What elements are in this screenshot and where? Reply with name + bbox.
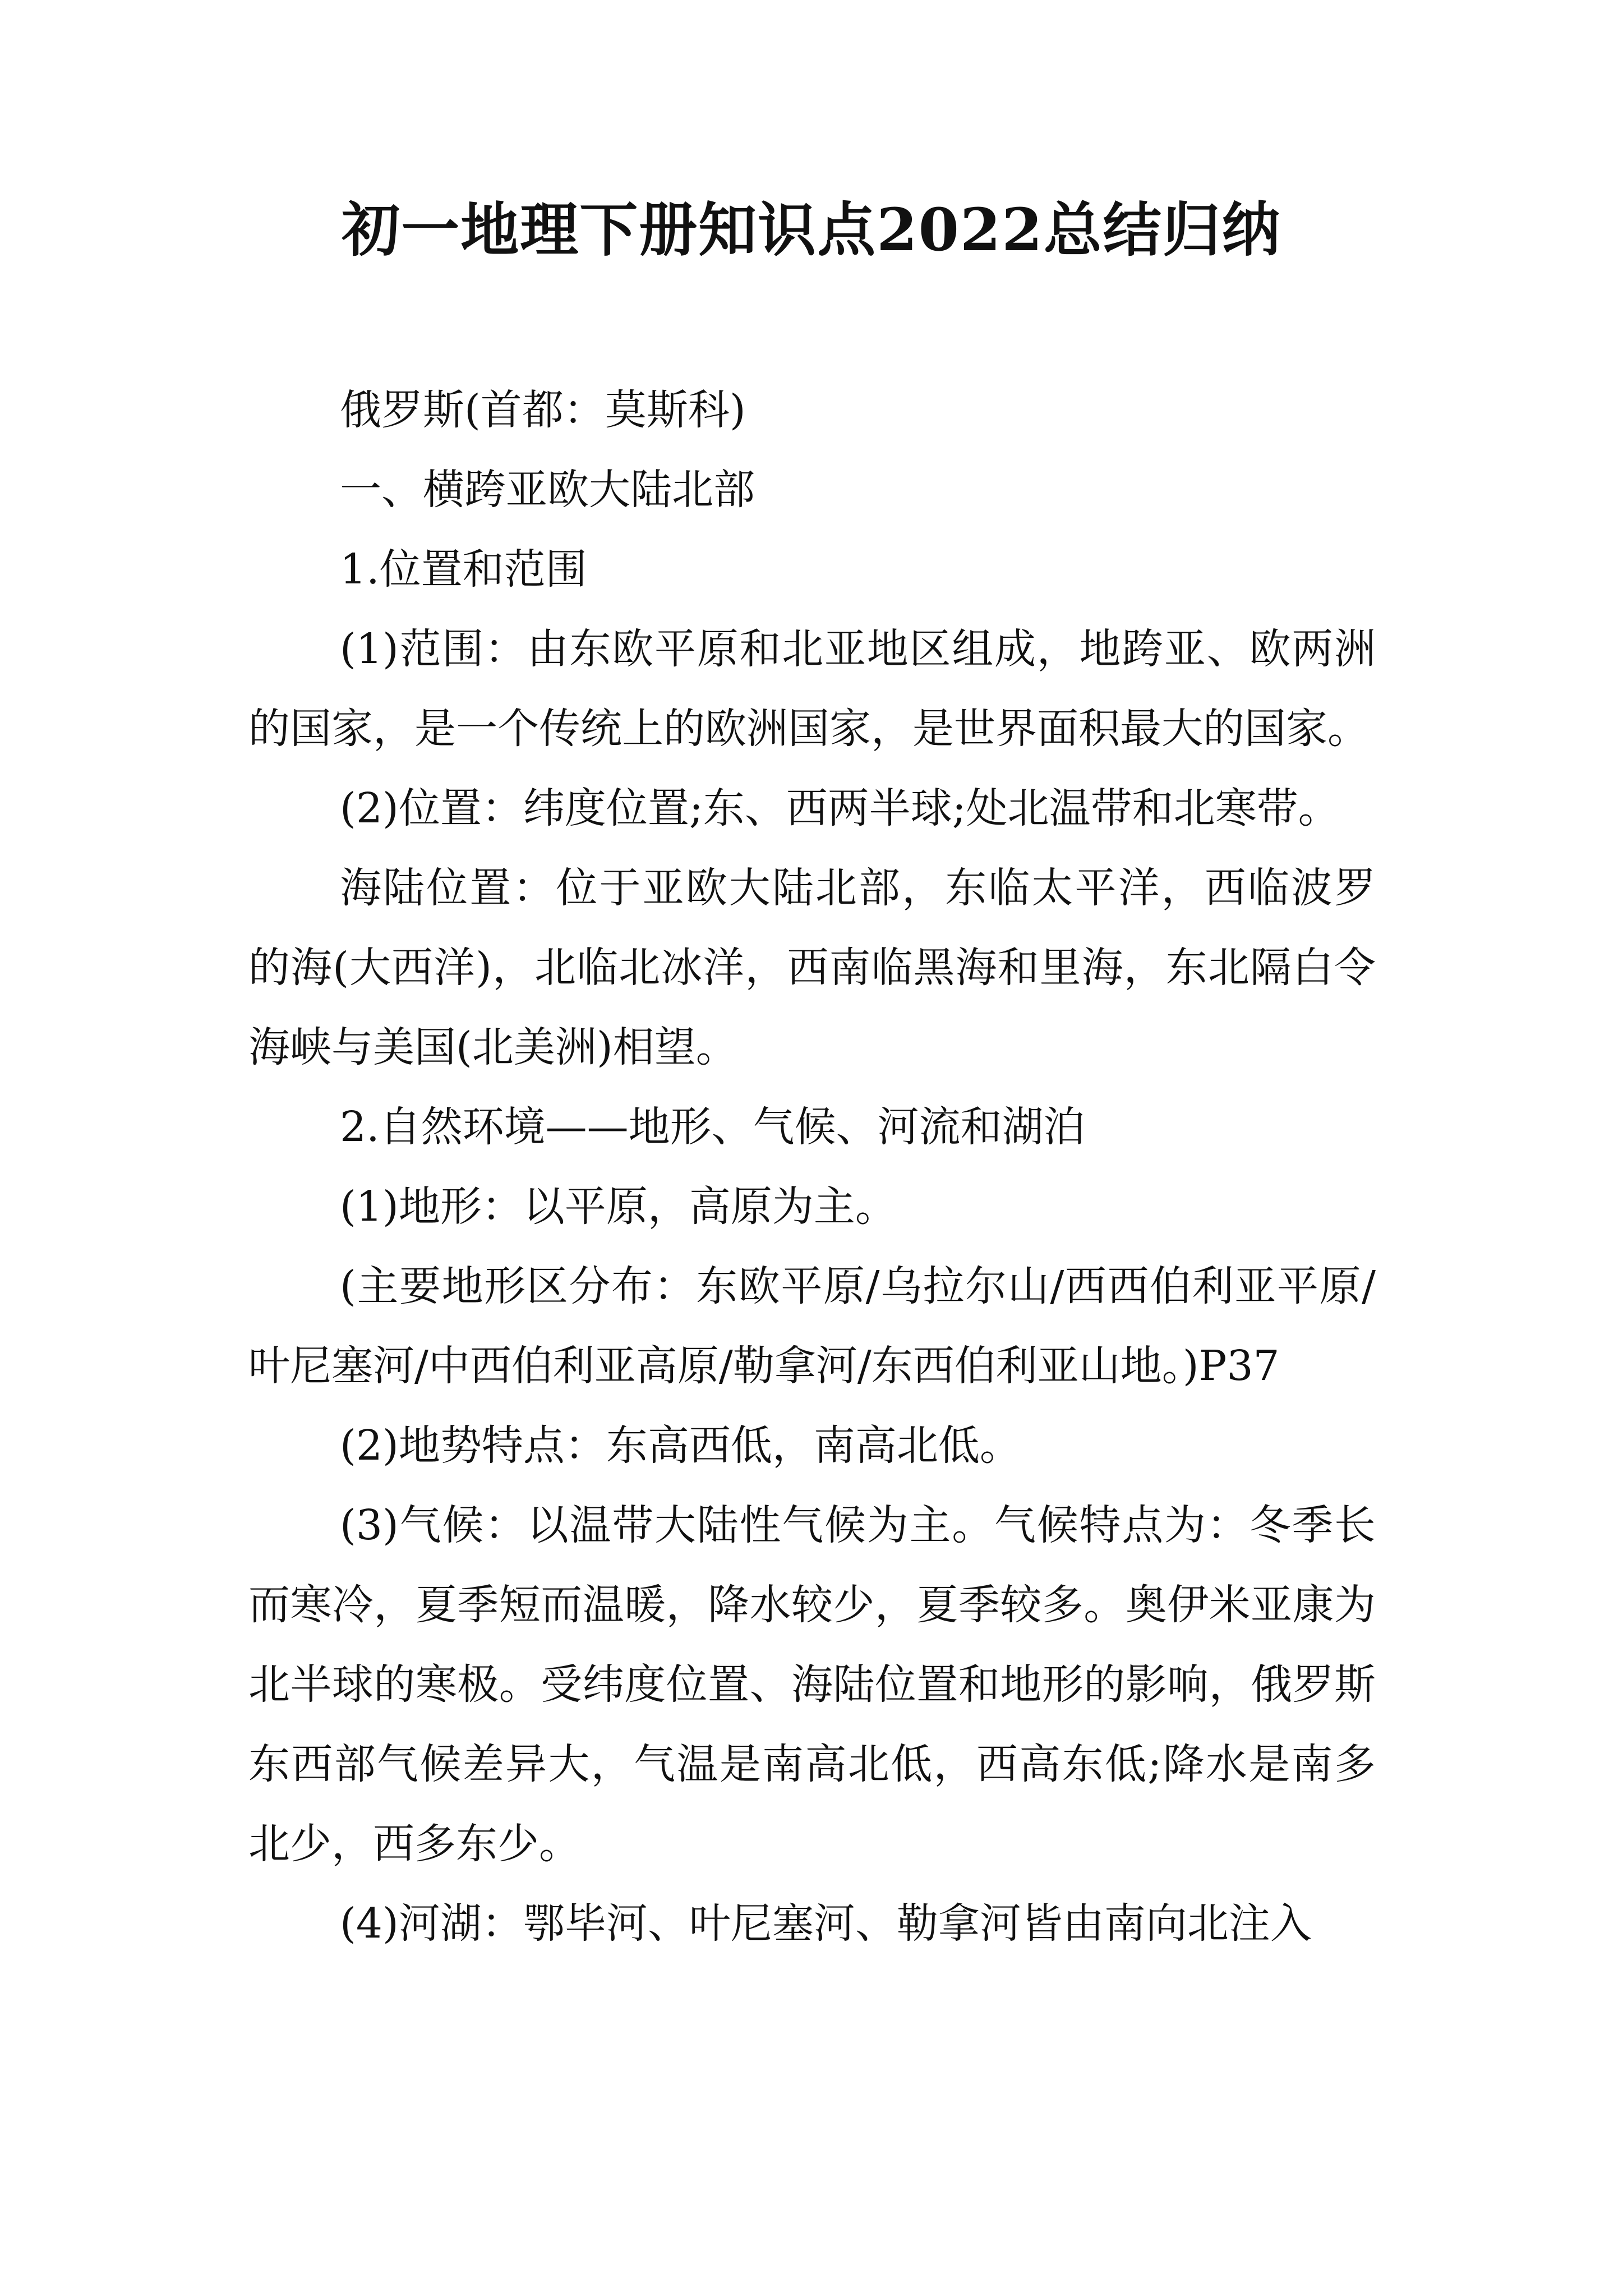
document-body	[248, 370, 1376, 1963]
paragraph-terrain-features: (2)地势特点：东高西低，南高北低。	[340, 1421, 1021, 1470]
paragraph-sea-land-position: 海陆位置：位于亚欧大陆北部，东临太平洋，西临波罗的海(大西洋)，北临北冰洋，西南临黑海和里海，东北隔白令海峡与美国(北美洲)相望。	[248, 864, 1376, 1071]
paragraph-range: (1)范围：由东欧平原和北亚地区组成，地跨亚、欧两洲的国家，是一个传统上的欧洲国家，是世界面积最大的国家。	[248, 625, 1376, 753]
paragraph-terrain-regions: (主要地形区分布：东欧平原/乌拉尔山/西西伯利亚平原/叶尼塞河/中西伯利亚高原/勒拿河/东西伯利亚山地。)P37	[248, 1262, 1376, 1390]
paragraph-position: (2)位置：纬度位置;东、西两半球;处北温带和北寒带。	[340, 784, 1340, 832]
subheading-location-range: 1.位置和范围	[340, 545, 587, 593]
subheading-natural-environment: 2.自然环境——地形、气候、河流和湖泊	[340, 1103, 1085, 1151]
paragraph-rivers-lakes: (4)河湖：鄂毕河、叶尼塞河、勒拿河皆由南向北注入	[340, 1899, 1312, 1948]
section-heading-1: 一、横跨亚欧大陆北部	[340, 466, 755, 514]
paragraph-russia-capital: 俄罗斯(首都：莫斯科)	[340, 386, 746, 434]
paragraph-climate: (3)气候：以温带大陆性气候为主。气候特点为：冬季长而寒冷，夏季短而温暖，降水较少，夏季较多。奥伊米亚康为北半球的寒极。受纬度位置、海陆位置和地形的影响，俄罗斯东西部气候差异大，气温是南高北低，西高东低;降水是南多北少，西多东少。	[248, 1501, 1376, 1868]
document-title: 初一地理下册知识点2022总结归纳	[342, 195, 1281, 264]
paragraph-terrain: (1)地形：以平原，高原为主。	[340, 1182, 897, 1231]
